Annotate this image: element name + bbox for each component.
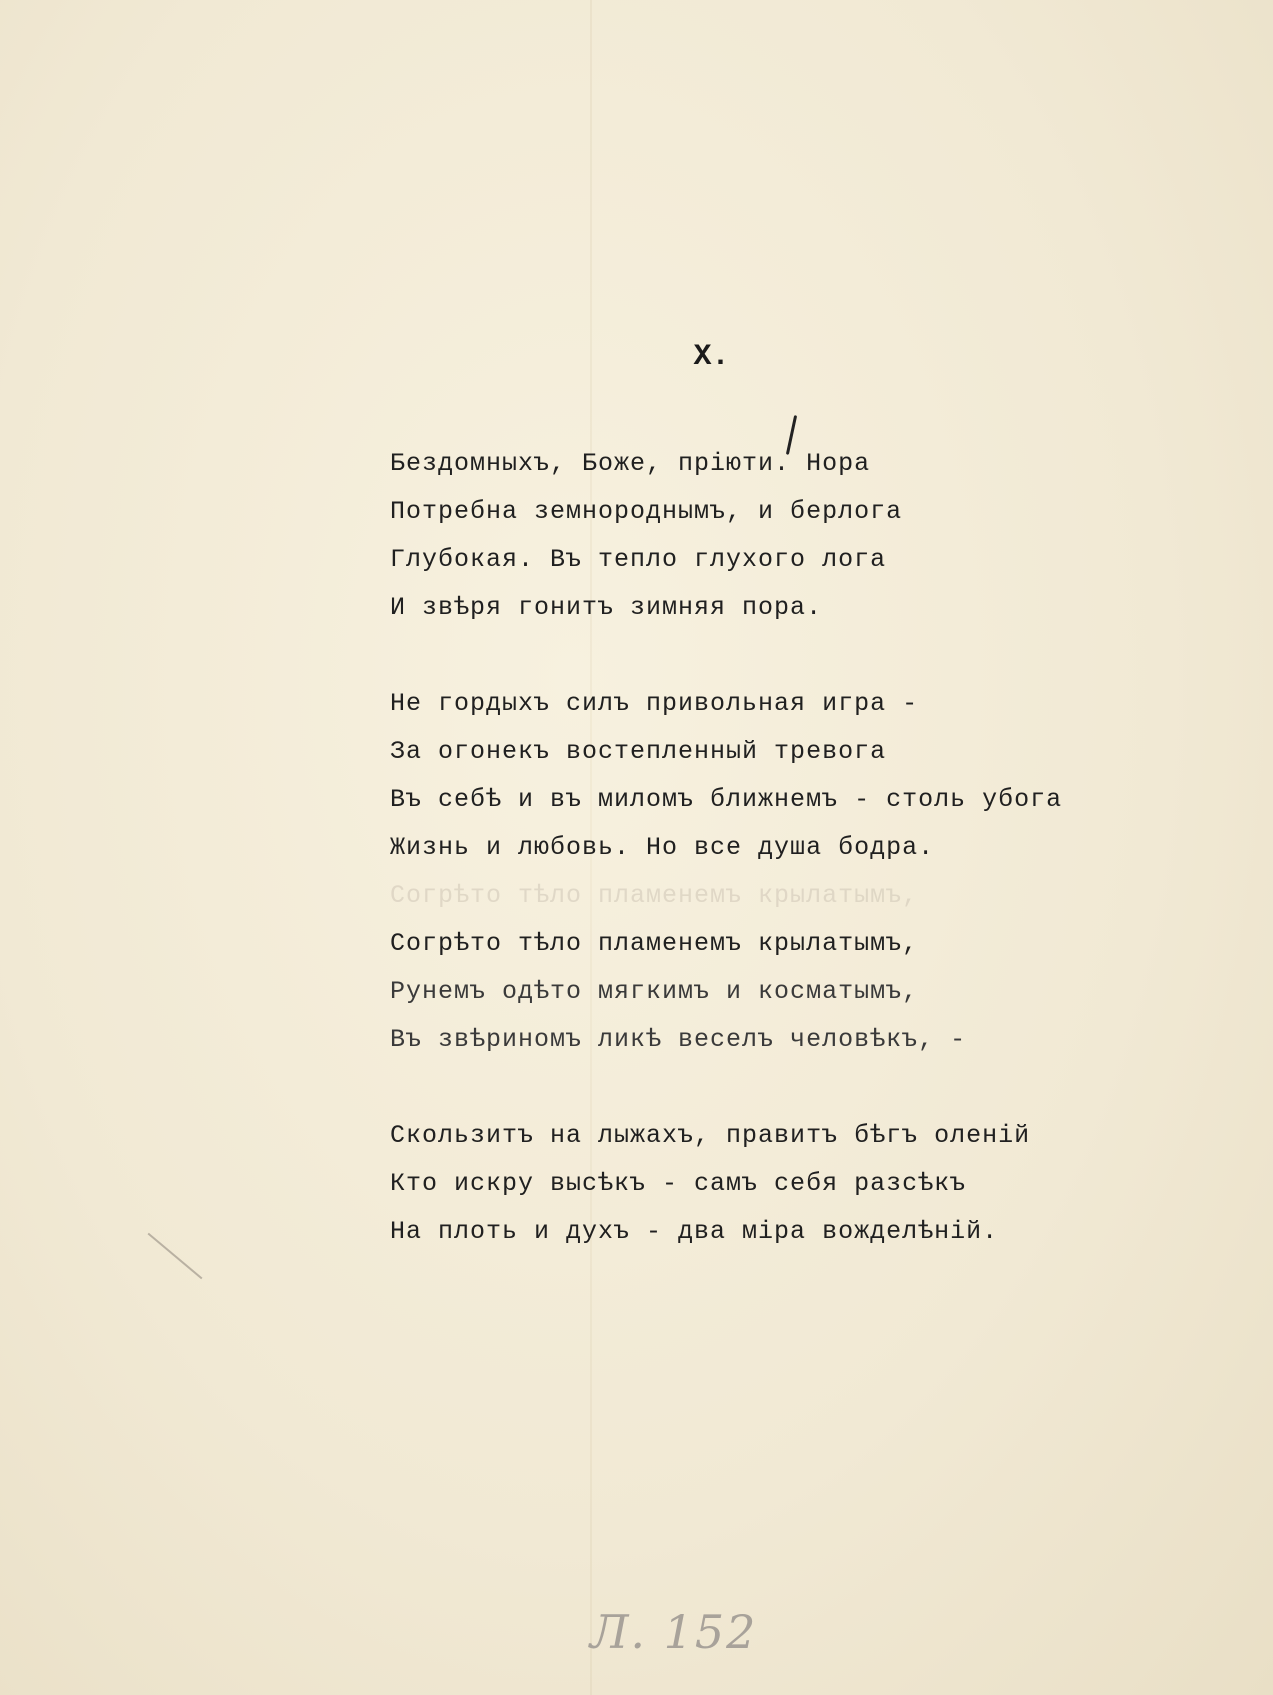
poem-line: Жизнь и любовь. Но все душа бодра. [390, 833, 935, 862]
poem-line: Рунемъ одѣто мягкимъ и косматымъ, [390, 977, 919, 1006]
poem-line: Въ себѣ и въ миломъ ближнемъ - столь убога [390, 785, 1063, 814]
poem-line: Согрѣто тѣло пламенемъ крылатымъ, [390, 929, 919, 958]
poem-line: За огонекъ востепленный тревога [390, 737, 887, 766]
poem-body [390, 440, 1062, 1256]
stanza-gap [390, 632, 1062, 680]
stanza-gap [390, 1064, 1062, 1112]
poem-title: X. [693, 340, 730, 374]
poem-line: Кто искру высѣкъ - самъ себя разсѣкъ [390, 1169, 967, 1198]
poem-line: Въ звѣриномъ ликѣ веселъ человѣкъ, - [390, 1025, 967, 1054]
poem-line: Глубокая. Въ тепло глухого лога [390, 545, 887, 574]
poem-line: Не гордыхъ силъ привольная игра - [390, 689, 919, 718]
pencil-scratch [148, 1233, 203, 1280]
poem-line: На плоть и духъ - два міра вожделѣній. [390, 1217, 999, 1246]
folio-number: Л. 152 [590, 1605, 758, 1659]
poem-line: Бездомныхъ, Боже, пріюти. Нора [390, 449, 871, 478]
poem-line: Скользитъ на лыжахъ, правитъ бѣгъ оленій [390, 1121, 1031, 1150]
poem-line-show-through: Согрѣто тѣло пламенемъ крылатымъ, [390, 881, 919, 910]
poem-line: Потребна земнороднымъ, и берлога [390, 497, 903, 526]
poem-line: И звѣря гонитъ зимняя пора. [390, 593, 823, 622]
